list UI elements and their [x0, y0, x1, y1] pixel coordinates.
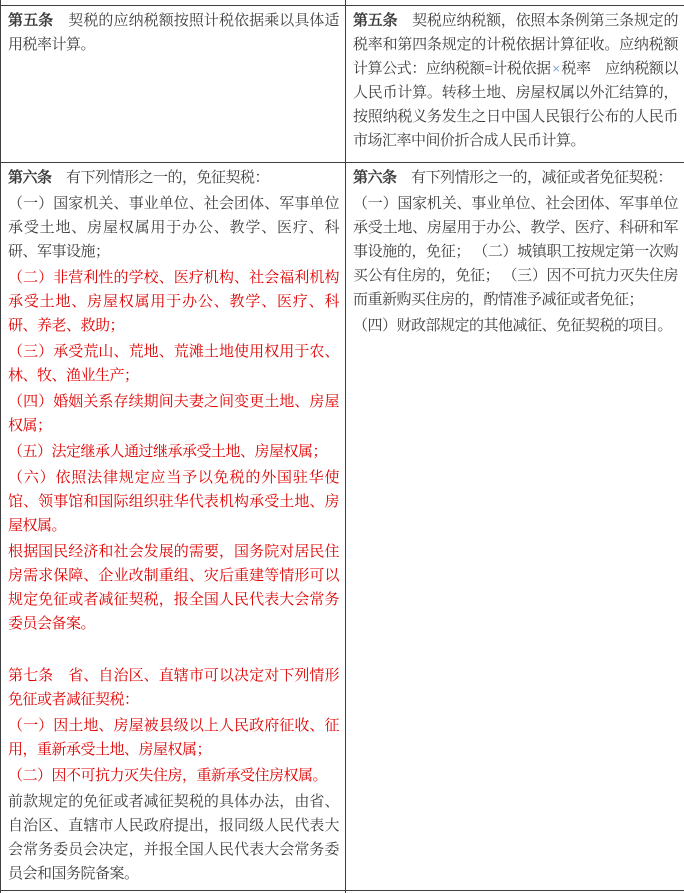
article5-old-heading: 第五条 — [8, 13, 53, 29]
paragraph-article7-item-2-red: （二）因不可抗力灭失住房，重新承受住房权属。 — [8, 764, 339, 788]
paragraph-article5-new — [353, 9, 678, 153]
paragraph-item-2-red: （二）非营利性的学校、医疗机构、社会福利机构承受土地、房屋权属用于办公、教学、医疗、科研、养老、救助； — [8, 266, 339, 338]
paragraph-item-3-red: （三）承受荒山、荒地、荒滩土地使用权用于农、林、牧、渔业生产； — [8, 340, 339, 388]
article6-old-heading: 第六条 — [8, 170, 52, 186]
article5-new-body-a: 契税应纳税额，依照本条例第三条规定的税率和第四条规定的计税依据计算征收。应纳税额计算公式：应纳税额=计税依据 — [353, 13, 678, 77]
cell-article6-new — [346, 163, 684, 891]
paragraph-state-council-red: 根据国民经济和社会发展的需要，国务院对居民住房需求保障、企业改制重组、灾后重建等情形可以规定免征或者减征契税，报全国人民代表大会常务委员会备案。 — [8, 540, 339, 636]
article6-new-heading: 第六条 — [353, 170, 397, 186]
table-row-article5 — [1, 6, 684, 163]
cell-article5-old — [1, 6, 346, 163]
blank-line-spacer — [8, 638, 339, 662]
article6-old-intro-body: 有下列情形之一的，免征契税： — [52, 170, 270, 186]
paragraph-article7-closing: 前款规定的免征或者减征契税的具体办法，由省、自治区、直辖市人民政府提出，报同级人民代表大会常务委员会决定，并报全国人民代表大会常务委员会和国务院备案。 — [8, 790, 339, 886]
paragraph-article7-item-1-red: （一）因土地、房屋被县级以上人民政府征收、征用，重新承受土地、房屋权属； — [8, 714, 339, 762]
paragraph-article6-old-intro — [8, 166, 339, 190]
paragraph-item-6-red: （六）依照法律规定应当予以免税的外国驻华使馆、领事馆和国际组织驻华代表机构承受土地、房屋权属。 — [8, 466, 339, 538]
paragraph-article6-new-intro — [353, 166, 678, 190]
paragraph-item-5-red: （五）法定继承人通过继承承受土地、房屋权属； — [8, 440, 339, 464]
paragraph-item-1: （一）国家机关、事业单位、社会团体、军事单位承受土地、房屋权属用于办公、教学、医疗、科研、军事设施； — [8, 192, 339, 264]
article6-new-intro-body: 有下列情形之一的，减征或者免征契税： — [397, 170, 673, 186]
article5-old-body: 契税的应纳税额按照计税依据乘以具体适用税率计算。 — [8, 13, 339, 53]
paragraph-item-4-red: （四）婚姻关系存续期间夫妻之间变更土地、房屋权属； — [8, 390, 339, 438]
paragraph-article7-red: 第七条 省、自治区、直辖市可以决定对下列情形免征或者减征契税： — [8, 664, 339, 712]
paragraph-article6-new-items: （一）国家机关、事业单位、社会团体、军事单位承受土地、房屋用于办公、教学、医疗、科研和军事设施的，免征； （二）城镇职工按规定第一次购买公有住房的，免征； （三）因不可抗力灭失住房而重新购买住房的，酌情准予减征或者免征； — [353, 192, 678, 312]
paragraph-article5-old — [8, 9, 339, 57]
article5-new-heading: 第五条 — [353, 13, 397, 29]
cell-article6-old — [1, 163, 346, 891]
article5-new-body-b: 税率 应纳税额以人民币计算。转移土地、房屋权属以外汇结算的，按照纳税义务发生之日中国人民银行公布的人民币市场汇率中间价折合成人民币计算。 — [353, 61, 678, 149]
cell-article5-new — [346, 6, 684, 163]
multiplication-x-icon: × — [551, 62, 562, 75]
paragraph-article6-new-item-4: （四）财政部规定的其他减征、免征契税的项目。 — [353, 314, 678, 338]
table-row-article6 — [1, 163, 684, 891]
